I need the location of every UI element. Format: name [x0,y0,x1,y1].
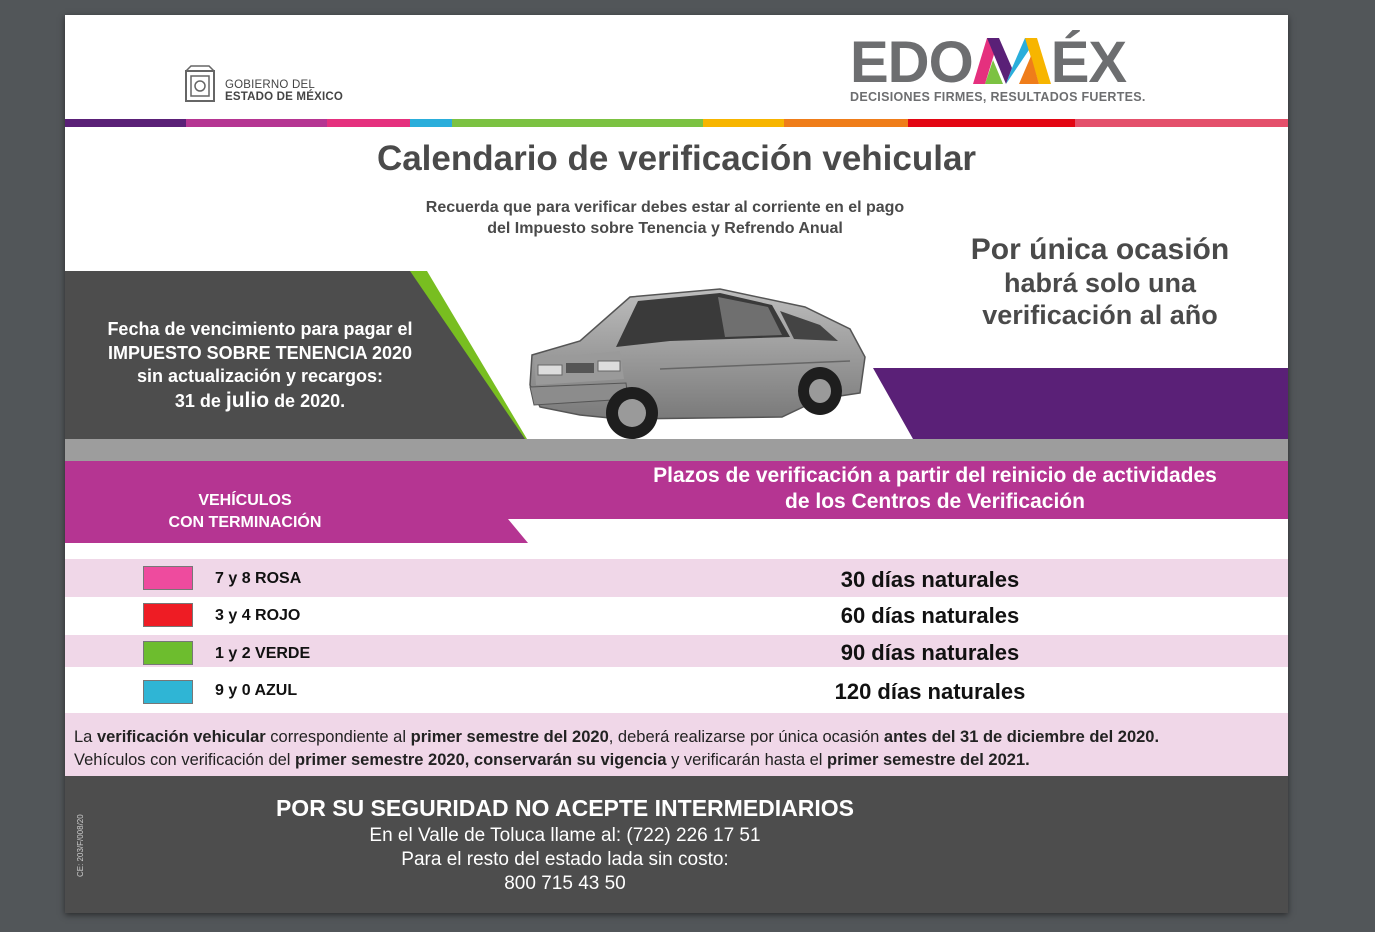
state-seal-icon [183,65,217,105]
plazos-header [595,463,1275,515]
plazos-line2: de los Centros de Verificación [785,490,1085,513]
blue-swatch [143,680,193,704]
note-line2: Vehículos con verificación del primer semestre 2020, conservarán su vigencia y verificarán hasta el primer semestre del 2021. [74,751,1030,769]
unica-line1: Por única ocasión [970,233,1230,266]
stripe-segment [452,119,703,127]
table-header-slope [508,519,1288,543]
fecha-line2: IMPUESTO SOBRE TENENCIA 2020 [107,342,413,363]
brand-text-ex: ÉX [1050,30,1127,95]
grey-separator [65,439,1288,461]
green-swatch [143,641,193,665]
document-page [65,15,1288,913]
row-label: 9 y 0 AZUL [215,682,298,699]
pink-swatch [143,566,193,590]
plazos-line1: Plazos de verificación a partir del reinicio de actividades [653,464,1217,487]
gov-line1: GOBIERNO DEL [225,79,315,91]
stripe-segment [186,119,327,127]
footer-toll-free-number: 800 715 43 50 [504,873,626,894]
fecha-line4: 31 de julio de 2020. [174,388,346,412]
row-days: 120 días naturales [834,679,1026,704]
unica-ocasion-callout [935,233,1265,331]
brand-slogan: DECISIONES FIRMES, RESULTADOS FUERTES. [850,90,1146,104]
subtitle [345,197,985,239]
row-days: 60 días naturales [840,603,1020,628]
stripe-segment [65,119,186,127]
row-days: 30 días naturales [840,567,1020,592]
subtitle-line1: Recuerda que para verificar debes estar al corriente en el pago [425,199,905,216]
edomex-logo [850,30,1190,108]
government-logo [183,65,363,107]
unica-line3: verificación al año [982,300,1218,330]
table-row [65,635,1288,667]
stripe-segment [784,119,908,127]
tenencia-deadline-text [75,318,445,413]
row-days: 90 días naturales [840,640,1020,665]
vehicle-ending-header [155,490,335,534]
stripe-segment [703,119,784,127]
row-label: 1 y 2 VERDE [215,645,311,662]
document-code: CE: 203/F/008/20 [76,814,85,877]
brand-m-icon [973,38,1051,84]
fecha-line1: Fecha de vencimiento para pagar el [107,319,413,339]
brand-text-edo: EDO [850,30,973,95]
color-stripe [65,119,1288,127]
veh-header-line1: VEHÍCULOS [198,492,292,509]
subtitle-line2: del Impuesto sobre Tenencia y Refrendo Anual [487,220,843,237]
footer-toll-free-label: Para el resto del estado lada sin costo: [401,849,729,870]
stripe-segment [1075,119,1288,127]
row-label: 7 y 8 ROSA [215,570,302,587]
stripe-segment [410,119,452,127]
fecha-month: julio [225,388,270,412]
table-row [65,559,1288,597]
footer-title: POR SU SEGURIDAD NO ACEPTE INTERMEDIARIOS [275,795,855,821]
red-swatch [143,603,193,627]
fecha-line3: sin actualización y recargos: [136,366,384,386]
stripe-segment [327,119,410,127]
gov-line2: ESTADO DE MÉXICO [225,91,343,103]
note-line1: La verificación vehicular correspondiente al primer semestre del 2020, deberá realizarse por única ocasión antes del 31 de diciembre del 2020. [74,728,1160,746]
car-image [520,267,880,443]
footer-phone-toluca: En el Valle de Toluca llame al: (722) 226 17 51 [369,825,761,846]
page-title: Calendario de verificación vehicular [376,139,977,178]
unica-line2: habrá solo una [1003,268,1197,298]
table-row [65,671,1288,709]
purple-band [873,368,1288,439]
row-label: 3 y 4 ROJO [215,607,301,624]
stripe-segment [908,119,1075,127]
table-row [65,597,1288,635]
verification-note [74,726,1284,772]
veh-header-line2: CON TERMINACIÓN [168,514,322,531]
